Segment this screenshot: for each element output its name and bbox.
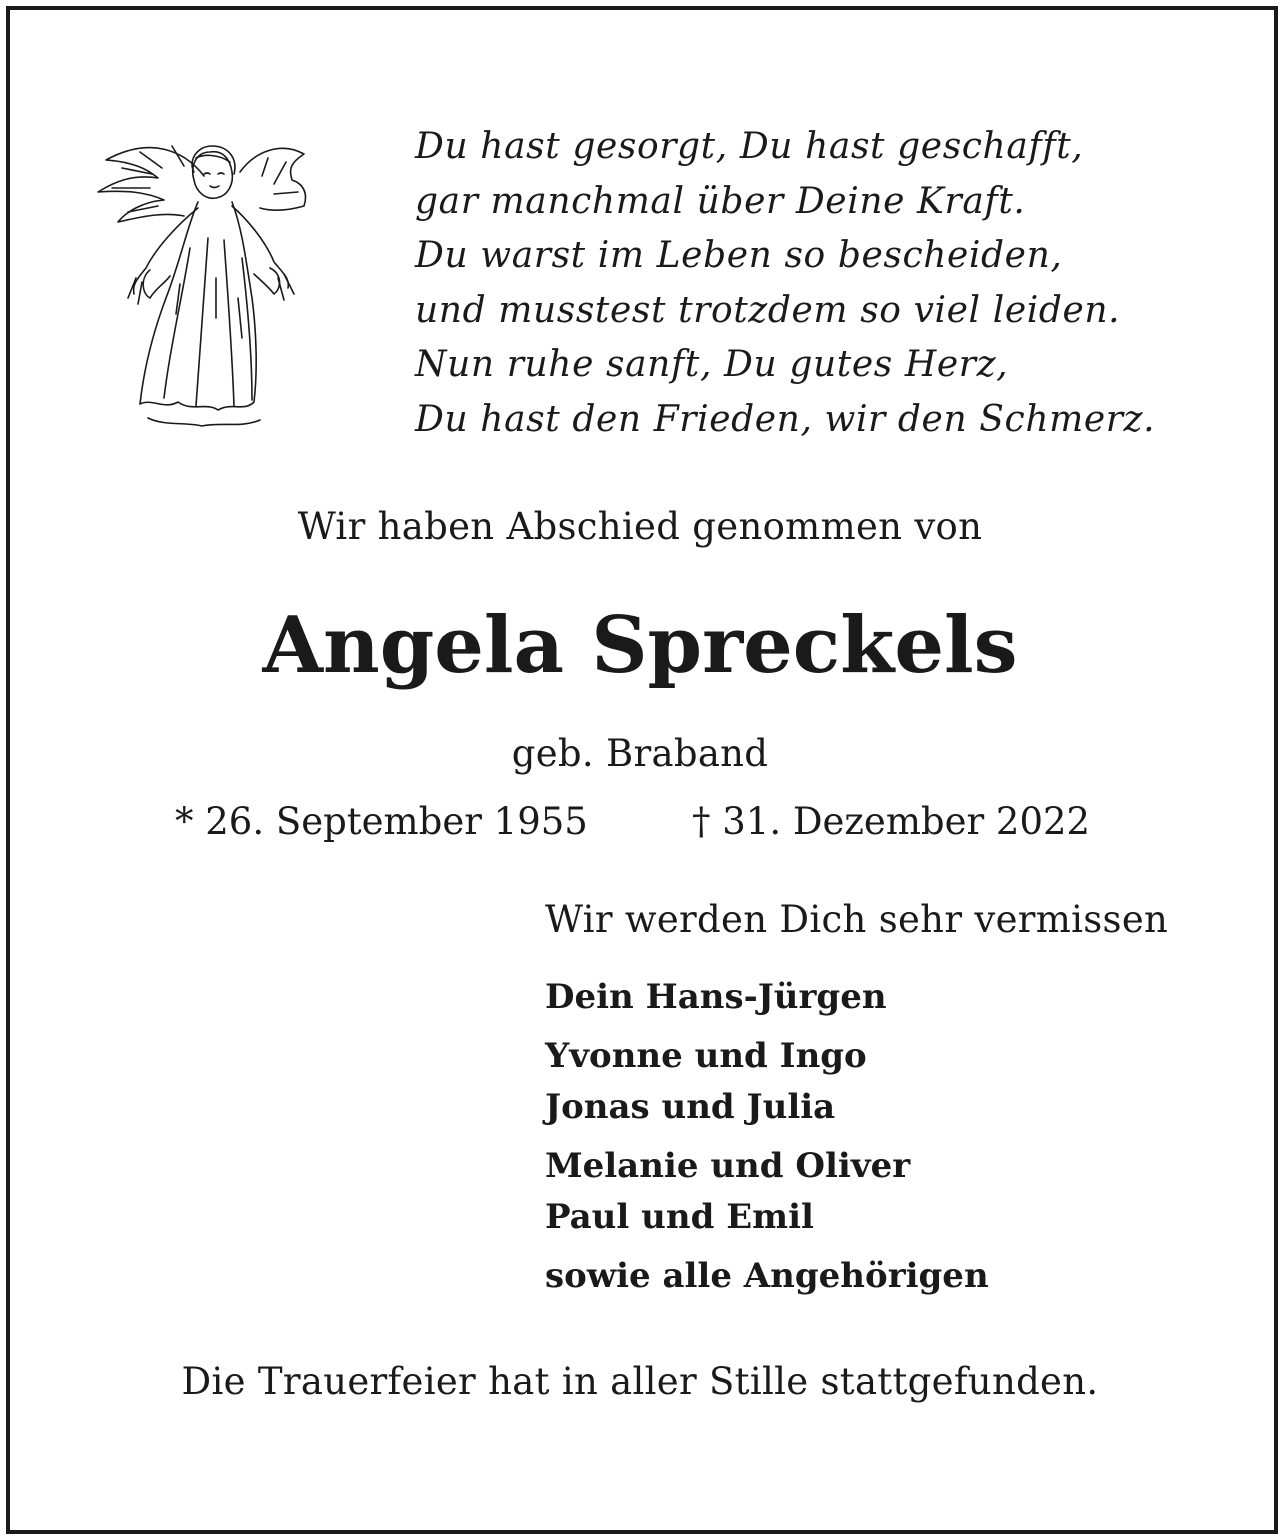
mourner-group xyxy=(545,1031,989,1133)
angel-icon xyxy=(92,128,312,438)
mourner-name: Dein Hans-Jürgen xyxy=(545,977,887,1017)
mourner-name: Jonas und Julia xyxy=(545,1087,836,1127)
death-date: † 31. Dezember 2022 xyxy=(692,800,1091,843)
mourner-group xyxy=(545,1141,989,1243)
poem-line: Du warst im Leben so bescheiden, xyxy=(415,235,1063,276)
mourning-line: Wir werden Dich sehr vermissen xyxy=(545,898,1169,941)
poem-line: gar manchmal über Deine Kraft. xyxy=(415,180,1026,222)
poem-line: Du hast den Frieden, wir den Schmerz. xyxy=(415,398,1156,440)
mourner-name: Paul und Emil xyxy=(545,1197,814,1237)
mourner-name: sowie alle Angehörigen xyxy=(545,1256,989,1296)
poem-line: Nun ruhe sanft, Du gutes Herz, xyxy=(415,344,1009,385)
birth-date: * 26. September 1955 xyxy=(175,800,588,843)
deceased-name: Angela Spreckels xyxy=(262,600,1018,691)
funeral-note: Die Trauerfeier hat in aller Stille stattgefunden. xyxy=(181,1360,1099,1403)
poem-line: und musstest trotzdem so viel leiden. xyxy=(415,289,1121,331)
poem-line: Du hast gesorgt, Du hast geschafft, xyxy=(415,126,1084,167)
mourner-name: Melanie und Oliver xyxy=(545,1146,911,1186)
mourner-name: Yvonne und Ingo xyxy=(545,1036,867,1076)
maiden-name: geb. Braband xyxy=(511,732,769,775)
farewell-intro: Wir haben Abschied genommen von xyxy=(297,505,983,548)
mourner-group xyxy=(545,1251,989,1302)
mourners-list xyxy=(545,972,989,1310)
mourner-group xyxy=(545,972,989,1023)
memorial-poem xyxy=(415,120,1235,447)
